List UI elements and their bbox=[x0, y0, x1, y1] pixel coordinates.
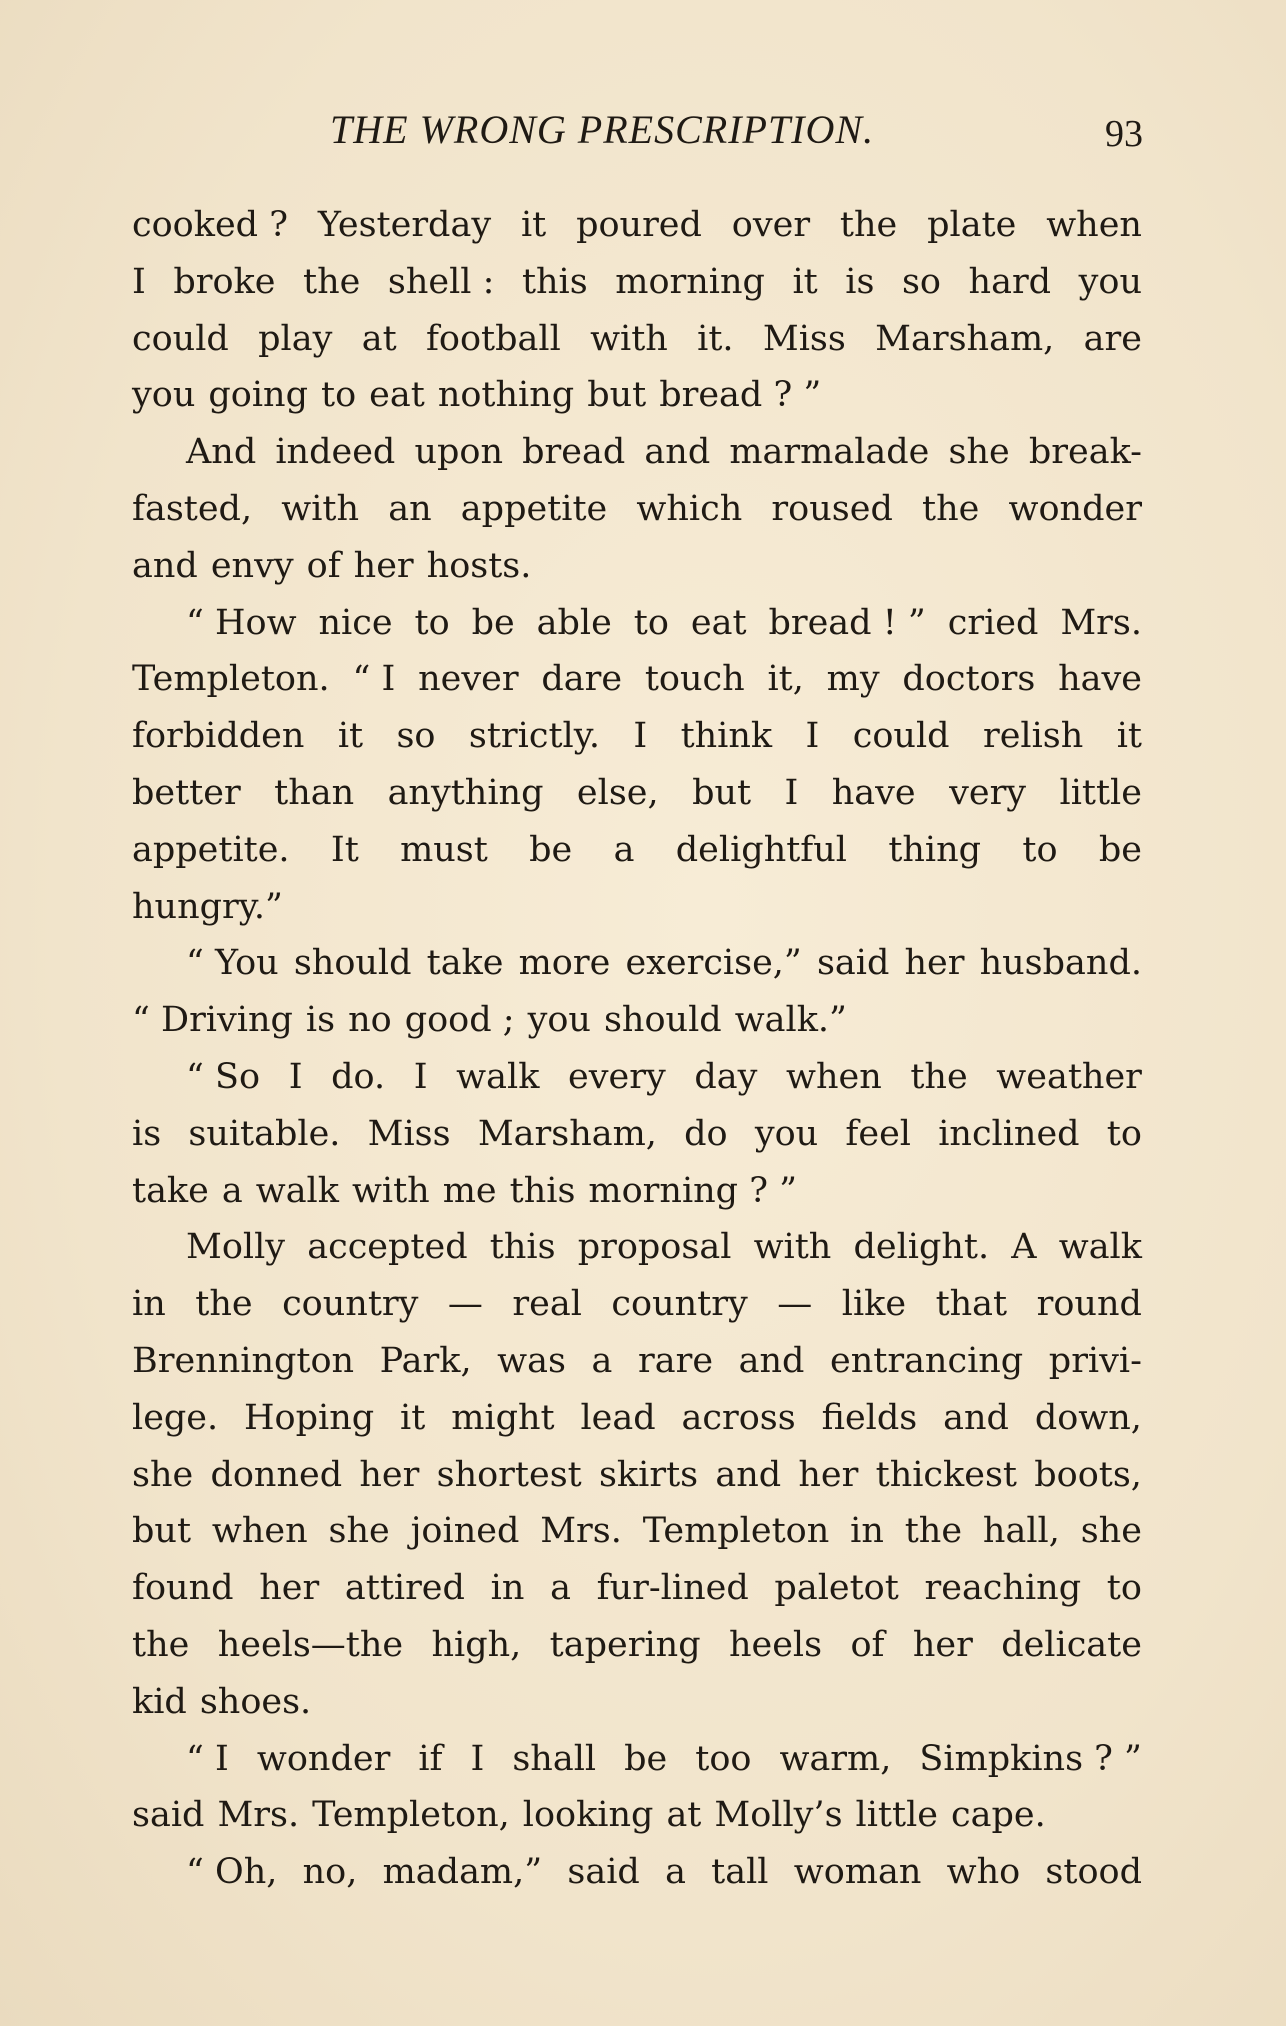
word: I bbox=[784, 772, 799, 813]
word: poured bbox=[576, 205, 702, 245]
text-line bbox=[132, 1844, 1142, 1901]
word: be bbox=[529, 829, 573, 870]
text-line bbox=[132, 595, 1142, 652]
word: her bbox=[259, 1568, 320, 1609]
word: so bbox=[396, 716, 436, 757]
word: it bbox=[792, 261, 818, 302]
word: but bbox=[587, 375, 647, 416]
word: play bbox=[258, 318, 333, 359]
word: it bbox=[520, 205, 547, 245]
text-line bbox=[132, 1674, 1142, 1731]
word: be bbox=[471, 602, 515, 643]
word: it, bbox=[767, 659, 804, 700]
word: every bbox=[568, 1056, 666, 1097]
word: football bbox=[425, 318, 561, 359]
word: rare bbox=[637, 1340, 714, 1381]
word: thickest bbox=[875, 1454, 1017, 1495]
word: privi- bbox=[1048, 1340, 1142, 1381]
word: Templeton bbox=[642, 1511, 830, 1552]
word: I bbox=[288, 1056, 303, 1097]
word: high, bbox=[431, 1624, 522, 1665]
word: doctors bbox=[902, 659, 1036, 700]
word: and bbox=[132, 545, 198, 586]
word: — bbox=[777, 1284, 813, 1325]
word: donned bbox=[210, 1454, 343, 1495]
word: going bbox=[208, 375, 309, 416]
word: no, bbox=[302, 1852, 358, 1893]
text-line bbox=[132, 1049, 1142, 1106]
word: to bbox=[1106, 1113, 1142, 1154]
word: it bbox=[337, 716, 364, 757]
text-line bbox=[132, 1219, 1142, 1276]
word: across bbox=[681, 1397, 796, 1438]
word: this bbox=[521, 261, 588, 302]
word: It bbox=[330, 829, 359, 870]
word: to bbox=[1022, 829, 1058, 870]
word: I bbox=[633, 716, 648, 757]
word: eat bbox=[690, 602, 747, 643]
text-line bbox=[132, 1276, 1142, 1333]
word: with bbox=[590, 318, 668, 359]
word: day bbox=[694, 1056, 758, 1097]
word: delightful bbox=[675, 829, 847, 870]
word: broke bbox=[173, 261, 276, 302]
word: a bbox=[665, 1852, 686, 1893]
word: I bbox=[132, 261, 146, 302]
word: so bbox=[901, 261, 941, 302]
text-line bbox=[132, 935, 1142, 992]
word: A bbox=[1011, 1227, 1037, 1268]
word: with bbox=[351, 1170, 430, 1211]
word: Templeton. bbox=[132, 659, 330, 700]
text-line bbox=[132, 879, 1142, 936]
word: no bbox=[348, 1000, 392, 1041]
word: “ I bbox=[186, 1738, 229, 1779]
word: envy bbox=[210, 545, 294, 586]
word: lege. bbox=[132, 1397, 219, 1438]
word: her bbox=[353, 545, 414, 586]
word: the bbox=[195, 1284, 253, 1325]
word: lead bbox=[580, 1397, 656, 1438]
word: morning bbox=[615, 261, 765, 302]
text-line bbox=[132, 197, 1142, 254]
word: — bbox=[447, 1284, 483, 1325]
word: too bbox=[695, 1738, 752, 1779]
word: with bbox=[753, 1227, 832, 1268]
word: nice bbox=[318, 602, 393, 643]
word: is bbox=[305, 1000, 336, 1041]
text-line bbox=[132, 367, 1142, 424]
word: “ I bbox=[352, 659, 396, 700]
word: bread ? ” bbox=[659, 375, 822, 416]
word: Miss bbox=[367, 1113, 451, 1154]
word: I bbox=[470, 1738, 485, 1779]
word: my bbox=[826, 659, 880, 700]
word: her bbox=[904, 943, 965, 984]
word: be bbox=[624, 1738, 668, 1779]
word: “ Oh, bbox=[186, 1852, 278, 1893]
text-line bbox=[132, 1163, 1142, 1220]
word: suitable. bbox=[188, 1113, 341, 1154]
word: little bbox=[855, 1795, 938, 1836]
word: the bbox=[132, 1624, 190, 1665]
word: you bbox=[527, 1000, 591, 1041]
word: of bbox=[850, 1624, 885, 1665]
word: and bbox=[715, 1454, 782, 1495]
word: husband. bbox=[979, 943, 1142, 984]
text-line bbox=[132, 1106, 1142, 1163]
word: Hoping bbox=[244, 1397, 375, 1438]
word: the bbox=[922, 488, 980, 529]
word: an bbox=[388, 488, 432, 529]
word: Molly’s bbox=[714, 1795, 843, 1836]
word: touch bbox=[644, 659, 745, 700]
word: bread ! ” bbox=[768, 602, 926, 643]
word: “ How bbox=[186, 602, 297, 643]
word: it bbox=[400, 1397, 426, 1438]
word: over bbox=[731, 205, 811, 245]
word: shall bbox=[512, 1738, 597, 1779]
text-line bbox=[132, 708, 1142, 765]
word: attired bbox=[344, 1568, 465, 1609]
word: inclined bbox=[938, 1113, 1080, 1154]
word: And bbox=[186, 432, 257, 473]
word: in bbox=[132, 1284, 166, 1325]
word: be bbox=[1098, 829, 1142, 870]
word: else, bbox=[576, 772, 659, 813]
word: but bbox=[132, 1511, 192, 1552]
word: proposal bbox=[577, 1227, 732, 1268]
word: exercise,” bbox=[625, 943, 802, 984]
text-line bbox=[132, 1447, 1142, 1504]
word: “ Driving bbox=[132, 1000, 293, 1041]
word: are bbox=[1083, 318, 1142, 359]
word: country bbox=[611, 1284, 748, 1325]
word: it. bbox=[697, 318, 734, 359]
word: round bbox=[1036, 1284, 1142, 1325]
word: Templeton, bbox=[312, 1795, 510, 1836]
word: at bbox=[666, 1795, 702, 1836]
word: tapering bbox=[549, 1624, 701, 1665]
word: skirts bbox=[598, 1454, 699, 1495]
text-line bbox=[132, 992, 1142, 1049]
word: relish bbox=[982, 716, 1084, 757]
word: to bbox=[1106, 1568, 1142, 1609]
word: was bbox=[497, 1340, 566, 1381]
text-line bbox=[132, 1333, 1142, 1390]
word: walk bbox=[1058, 1227, 1142, 1268]
word: to bbox=[633, 602, 669, 643]
word: Mrs. bbox=[1060, 602, 1142, 643]
text-line bbox=[132, 1390, 1142, 1447]
word: looking bbox=[522, 1795, 654, 1836]
word: and bbox=[943, 1397, 1009, 1438]
word: fasted, bbox=[132, 488, 253, 529]
word: when bbox=[785, 1056, 882, 1097]
word: is bbox=[845, 261, 875, 302]
word: and bbox=[738, 1340, 805, 1381]
word: hungry.” bbox=[132, 886, 283, 927]
word: but bbox=[692, 772, 752, 813]
word: shoes. bbox=[199, 1681, 312, 1722]
word: delicate bbox=[1001, 1624, 1142, 1665]
word: nothing bbox=[437, 375, 575, 416]
word: joined bbox=[410, 1511, 520, 1552]
word: she bbox=[132, 1454, 194, 1495]
word: think bbox=[680, 716, 773, 757]
word: walk bbox=[255, 1170, 339, 1211]
word: when bbox=[211, 1511, 308, 1552]
word: cape. bbox=[950, 1795, 1046, 1836]
word: Park, bbox=[379, 1340, 472, 1381]
word: stood bbox=[1045, 1852, 1142, 1893]
word: the bbox=[303, 261, 361, 302]
word: hall, bbox=[982, 1511, 1060, 1552]
word: shortest bbox=[436, 1454, 582, 1495]
text-line bbox=[132, 1503, 1142, 1560]
word: have bbox=[831, 772, 916, 813]
word: found bbox=[132, 1568, 234, 1609]
word: plate bbox=[927, 205, 1017, 245]
word: bread bbox=[522, 432, 626, 473]
word: who bbox=[946, 1852, 1021, 1893]
word: have bbox=[1058, 659, 1142, 700]
word: could bbox=[852, 716, 950, 757]
text-line bbox=[132, 481, 1142, 538]
word: weather bbox=[996, 1056, 1142, 1097]
word: cooked ? bbox=[132, 205, 288, 245]
word: heels—the bbox=[217, 1624, 404, 1665]
word: her bbox=[798, 1454, 859, 1495]
word: little bbox=[1059, 772, 1142, 813]
word: if bbox=[418, 1738, 443, 1779]
word: the bbox=[839, 205, 898, 245]
word: “ You bbox=[186, 943, 279, 984]
word: this bbox=[509, 1170, 576, 1211]
word: never bbox=[418, 659, 519, 700]
word: delight. bbox=[853, 1227, 990, 1268]
word: strictly. bbox=[468, 716, 600, 757]
word: country bbox=[282, 1284, 419, 1325]
word: Mrs. bbox=[217, 1795, 300, 1836]
word: madam,” bbox=[382, 1852, 543, 1893]
text-line bbox=[132, 822, 1142, 879]
word: me bbox=[442, 1170, 497, 1211]
word: Brennington bbox=[132, 1340, 355, 1381]
word: you bbox=[1078, 261, 1142, 302]
text-line bbox=[132, 651, 1142, 708]
word: paletot bbox=[774, 1568, 899, 1609]
word: Marsham, bbox=[477, 1113, 657, 1154]
word: very bbox=[949, 772, 1027, 813]
word: tall bbox=[711, 1852, 769, 1893]
word: a bbox=[613, 829, 635, 870]
word: a bbox=[591, 1340, 613, 1381]
word: in bbox=[490, 1568, 525, 1609]
word: walk.” bbox=[734, 1000, 847, 1041]
word: could bbox=[132, 318, 229, 359]
word: boots, bbox=[1034, 1454, 1142, 1495]
word: take bbox=[426, 943, 504, 984]
word: do bbox=[684, 1113, 728, 1154]
word: morning ? ” bbox=[588, 1170, 797, 1211]
word: might bbox=[451, 1397, 555, 1438]
word: more bbox=[518, 943, 611, 984]
word: her bbox=[359, 1454, 420, 1495]
word: “ So bbox=[186, 1056, 261, 1097]
word: heels bbox=[728, 1624, 823, 1665]
word: said bbox=[816, 943, 890, 984]
word: wonder bbox=[256, 1738, 391, 1779]
word: Yesterday bbox=[317, 205, 492, 245]
word: a bbox=[221, 1170, 243, 1211]
text-line bbox=[132, 424, 1142, 481]
word: take bbox=[132, 1170, 209, 1211]
word: I bbox=[805, 716, 820, 757]
word: hard bbox=[968, 261, 1052, 302]
word: indeed bbox=[275, 432, 396, 473]
word: to bbox=[321, 375, 357, 416]
word: it bbox=[1116, 716, 1142, 757]
word: Mrs. bbox=[540, 1511, 622, 1552]
word: which bbox=[636, 488, 743, 529]
word: should bbox=[293, 943, 412, 984]
text-line bbox=[132, 1731, 1142, 1788]
word: Miss bbox=[762, 318, 846, 359]
word: good ; bbox=[404, 1000, 515, 1041]
word: better bbox=[132, 772, 241, 813]
text-line bbox=[132, 254, 1142, 311]
word: is bbox=[132, 1113, 162, 1154]
word: fur-lined bbox=[596, 1568, 749, 1609]
word: eat bbox=[369, 375, 425, 416]
word: said bbox=[132, 1795, 205, 1836]
word: said bbox=[567, 1852, 640, 1893]
word: marmalade bbox=[729, 432, 930, 473]
word: warm, bbox=[779, 1738, 892, 1779]
word: that bbox=[935, 1284, 1008, 1325]
word: like bbox=[841, 1284, 907, 1325]
word: Molly bbox=[186, 1227, 286, 1268]
word: anything bbox=[387, 772, 544, 813]
word: a bbox=[550, 1568, 571, 1609]
word: hosts. bbox=[426, 545, 532, 586]
word: woman bbox=[793, 1852, 922, 1893]
word: she bbox=[1080, 1511, 1142, 1552]
word: with bbox=[281, 488, 360, 529]
word: the bbox=[910, 1056, 968, 1097]
body-text bbox=[132, 197, 1142, 1901]
word: when bbox=[1046, 205, 1142, 245]
word: down, bbox=[1034, 1397, 1142, 1438]
word: dare bbox=[541, 659, 623, 700]
word: than bbox=[274, 772, 355, 813]
word: she bbox=[328, 1511, 390, 1552]
word: forbidden bbox=[132, 716, 305, 757]
word: thing bbox=[888, 829, 982, 870]
running-title: THE WRONG PRESCRIPTION. bbox=[330, 107, 875, 152]
word: you bbox=[132, 375, 196, 416]
running-head bbox=[0, 100, 1286, 160]
word: I bbox=[413, 1056, 428, 1097]
word: must bbox=[400, 829, 488, 870]
word: feel bbox=[845, 1113, 911, 1154]
word: real bbox=[512, 1284, 582, 1325]
word: cried bbox=[947, 602, 1039, 643]
word: accepted bbox=[307, 1227, 468, 1268]
word: fields bbox=[821, 1397, 918, 1438]
word: walk bbox=[456, 1056, 540, 1097]
page-number: 93 bbox=[1105, 113, 1143, 155]
word: wonder bbox=[1008, 488, 1142, 529]
word: appetite bbox=[460, 488, 608, 529]
word: the bbox=[904, 1511, 963, 1552]
word: upon bbox=[414, 432, 504, 473]
word: Marsham, bbox=[875, 318, 1055, 359]
word: shell : bbox=[387, 261, 495, 302]
word: appetite. bbox=[132, 829, 290, 870]
word: do. bbox=[331, 1056, 386, 1097]
text-line bbox=[132, 1617, 1142, 1674]
word: she bbox=[948, 432, 1010, 473]
text-line bbox=[132, 538, 1142, 595]
word: break- bbox=[1028, 432, 1142, 473]
word: should bbox=[603, 1000, 722, 1041]
word: of bbox=[306, 545, 341, 586]
word: kid bbox=[132, 1681, 187, 1722]
text-line bbox=[132, 765, 1142, 822]
word: in bbox=[850, 1511, 884, 1552]
word: reaching bbox=[924, 1568, 1082, 1609]
word: Simpkins ? ” bbox=[919, 1738, 1142, 1779]
word: her bbox=[912, 1624, 973, 1665]
text-line bbox=[132, 1787, 1142, 1844]
word: at bbox=[361, 318, 397, 359]
word: to bbox=[414, 602, 450, 643]
word: entrancing bbox=[830, 1340, 1024, 1381]
text-line bbox=[132, 1560, 1142, 1617]
word: and bbox=[644, 432, 711, 473]
word: able bbox=[536, 602, 612, 643]
text-line bbox=[132, 311, 1142, 368]
word: this bbox=[489, 1227, 556, 1268]
word: you bbox=[754, 1113, 819, 1154]
word: roused bbox=[771, 488, 893, 529]
